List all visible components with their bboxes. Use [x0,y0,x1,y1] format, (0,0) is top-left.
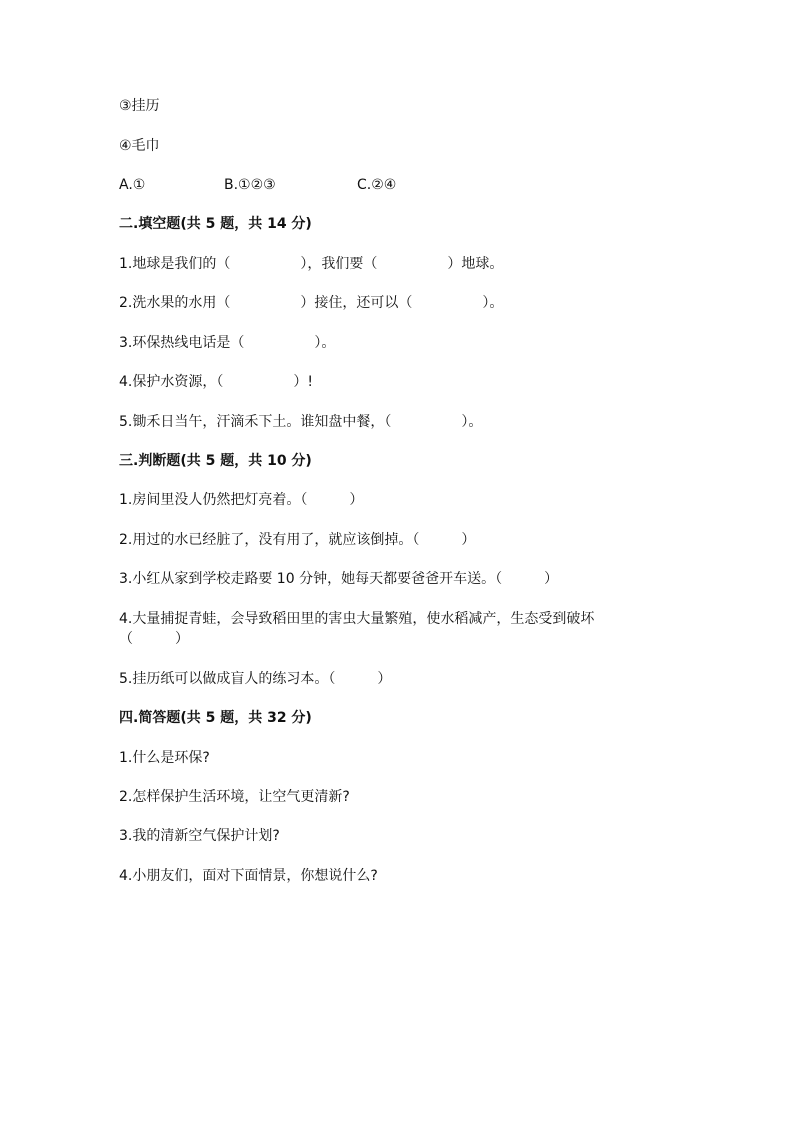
fill-blank-question-4: 4.保护水资源，（ ）! [119,374,313,390]
short-answer-question-4: 4.小朋友们，面对下面情景，你想说什么? [119,868,378,884]
short-answer-question-1: 1.什么是环保? [119,750,210,766]
true-false-question-3: 3.小红从家到学校走路要 10 分钟，她每天都要爸爸开车送。（ ） [119,571,559,587]
choice-item-4: ④毛巾 [119,138,160,154]
option-c: C.②④ [357,177,397,193]
true-false-question-4-bracket: （ ） [119,631,189,647]
fill-blank-question-3: 3.环保热线电话是（ ）。 [119,335,336,351]
true-false-question-2: 2.用过的水已经脏了，没有用了，就应该倒掉。（ ） [119,532,476,548]
fill-blank-question-2: 2.洗水果的水用（ ）接住，还可以（ ）。 [119,295,504,311]
true-false-question-4: 4.大量捕捉青蛙，会导致稻田里的害虫大量繁殖，使水稻减产，生态受到破坏 [119,611,595,627]
true-false-question-1: 1.房间里没人仍然把灯亮着。（ ） [119,492,364,508]
true-false-question-5: 5.挂历纸可以做成盲人的练习本。（ ） [119,671,392,687]
answer-options [119,175,396,195]
option-a: A.① [119,177,146,193]
fill-blank-question-1: 1.地球是我们的（ ），我们要（ ）地球。 [119,256,504,272]
section-short-answer-title: 四.简答题(共 5 题，共 32 分) [119,710,312,726]
short-answer-question-2: 2.怎样保护生活环境，让空气更清新? [119,789,350,805]
section-fill-blank-title: 二.填空题(共 5 题，共 14 分) [119,216,312,232]
short-answer-question-3: 3.我的清新空气保护计划? [119,828,280,844]
option-b: B.①②③ [224,177,276,193]
fill-blank-question-5: 5.锄禾日当午，汗滴禾下土。谁知盘中餐，（ ）。 [119,414,483,430]
section-true-false-title: 三.判断题(共 5 题，共 10 分) [119,453,312,469]
choice-item-3: ③挂历 [119,98,160,114]
